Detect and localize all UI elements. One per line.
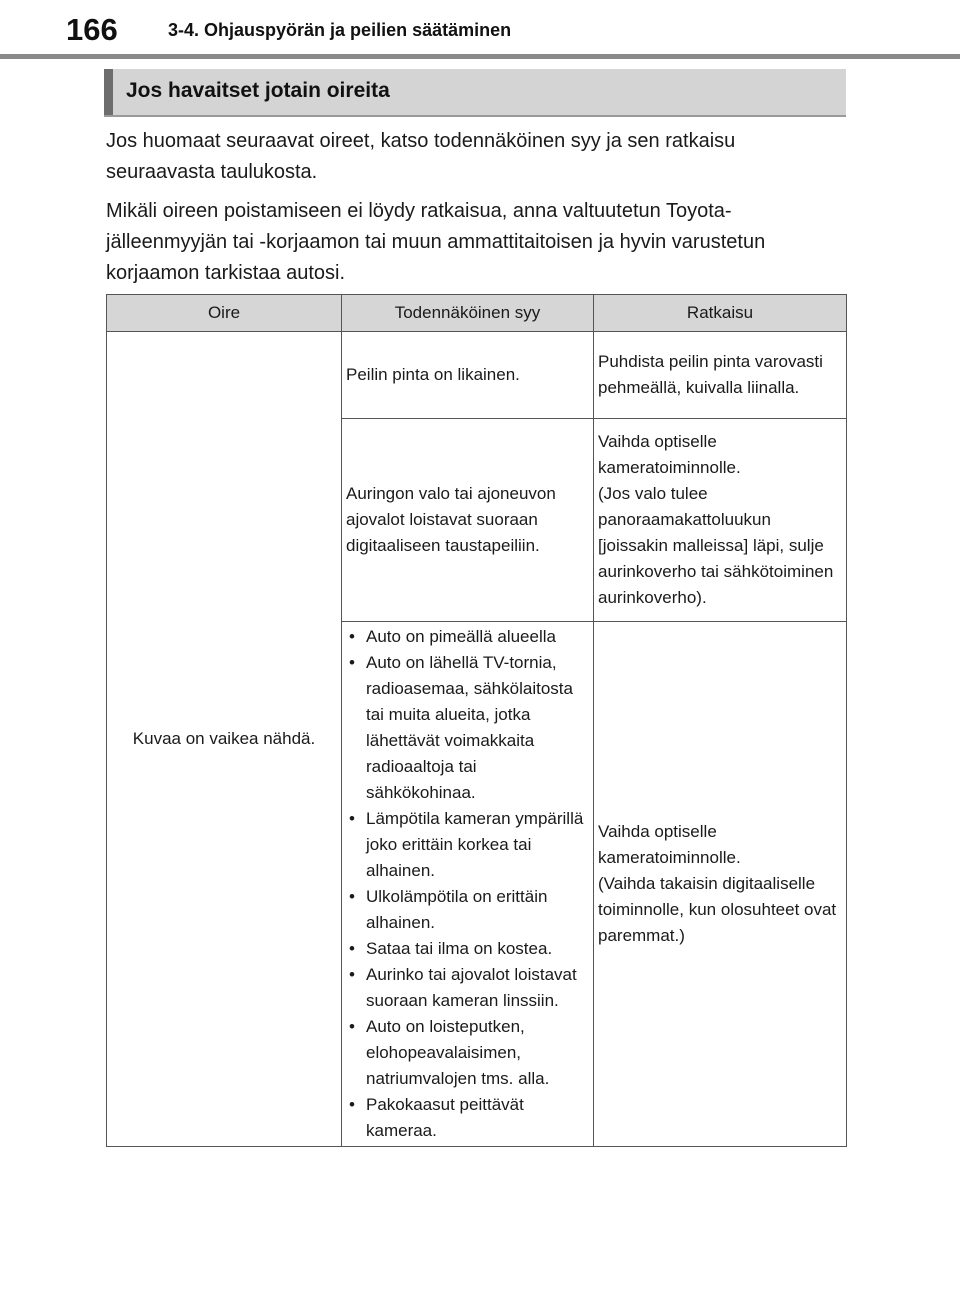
section-heading: [104, 69, 846, 117]
symptom-cell: Kuvaa on vaikea nähdä.: [107, 332, 342, 1147]
bullet-icon: •: [349, 809, 355, 828]
bullet-icon: •: [349, 627, 355, 646]
cause-list: [346, 624, 589, 1144]
solution-cell: Puhdista peilin pinta varovasti pehmeällä, kuivalla liinalla.: [594, 332, 847, 419]
bullet-icon: •: [349, 887, 355, 906]
intro-paragraph: Jos huomaat seuraavat oireet, katso todennäköinen syy ja sen ratkaisu seuraavasta taulukosta.: [106, 130, 736, 183]
list-item: [346, 1092, 589, 1144]
chapter-title: 3-4. Ohjauspyörän ja peilien säätäminen: [168, 20, 512, 40]
cause-cell: Peilin pinta on likainen.: [342, 332, 594, 419]
list-item-text: Auto on lähellä TV-tornia, radioasemaa, sähkölaitosta tai muita alueita, jotka lähettävät voimakkaita radioaaltoja tai sähkökohinaa.: [366, 653, 573, 802]
list-item-text: Sataa tai ilma on kostea.: [366, 939, 553, 958]
bullet-icon: •: [349, 965, 355, 984]
list-item: [346, 936, 589, 962]
list-item-text: Aurinko tai ajovalot loistavat suoraan kameran linssiin.: [366, 965, 577, 1010]
list-item-text: Auto on pimeällä alueella: [366, 627, 556, 646]
list-item: [346, 884, 589, 936]
header-divider: [0, 54, 960, 59]
table-row: [107, 332, 847, 419]
list-item-text: Pakokaasut peittävät kameraa.: [366, 1095, 524, 1140]
bullet-icon: •: [349, 939, 355, 958]
list-item-text: Ulkolämpötila on erittäin alhainen.: [366, 887, 548, 932]
column-header-solution: Ratkaisu: [594, 295, 847, 332]
column-header-cause: Todennäköinen syy: [342, 295, 594, 332]
column-header-symptom: Oire: [107, 295, 342, 332]
intro-paragraph: Mikäli oireen poistamiseen ei löydy ratkaisua, anna valtuutetun Toyota-jälleenmyyjän tai -korjaamon tai muun ammattitaitoisen ja hyvin varustetun korjaamon tarkistaa autosi.: [106, 200, 766, 284]
list-item: [346, 1014, 589, 1092]
list-item-text: Lämpötila kameran ympärillä joko erittäin korkea tai alhainen.: [366, 809, 584, 880]
bullet-icon: •: [349, 1095, 355, 1114]
bullet-icon: •: [349, 653, 355, 672]
cause-cell: [342, 622, 594, 1147]
bullet-icon: •: [349, 1017, 355, 1036]
list-item-text: Auto on loisteputken, elohopeavalaisimen, natriumvalojen tms. alla.: [366, 1017, 550, 1088]
table-header-row: [107, 295, 847, 332]
page-number: 166: [66, 12, 118, 47]
symptom-table: [106, 294, 847, 1147]
cause-cell: Auringon valo tai ajoneuvon ajovalot loistavat suoraan digitaaliseen taustapeiliin.: [342, 419, 594, 622]
list-item: [346, 624, 589, 650]
list-item: [346, 806, 589, 884]
list-item: [346, 650, 589, 806]
list-item: [346, 962, 589, 1014]
heading-accent-bar: [104, 69, 113, 115]
solution-cell: Vaihda optiselle kameratoiminnolle. (Jos valo tulee panoraamakattoluukun [joissakin malleissa] läpi, sulje aurinkoverho tai sähkötoiminen aurinkoverho).: [594, 419, 847, 622]
section-heading-text: Jos havaitset jotain oireita: [126, 79, 390, 102]
intro-text: [106, 126, 846, 297]
solution-cell: Vaihda optiselle kameratoiminnolle. (Vaihda takaisin digitaaliselle toiminnolle, kun olosuhteet ovat paremmat.): [594, 622, 847, 1147]
